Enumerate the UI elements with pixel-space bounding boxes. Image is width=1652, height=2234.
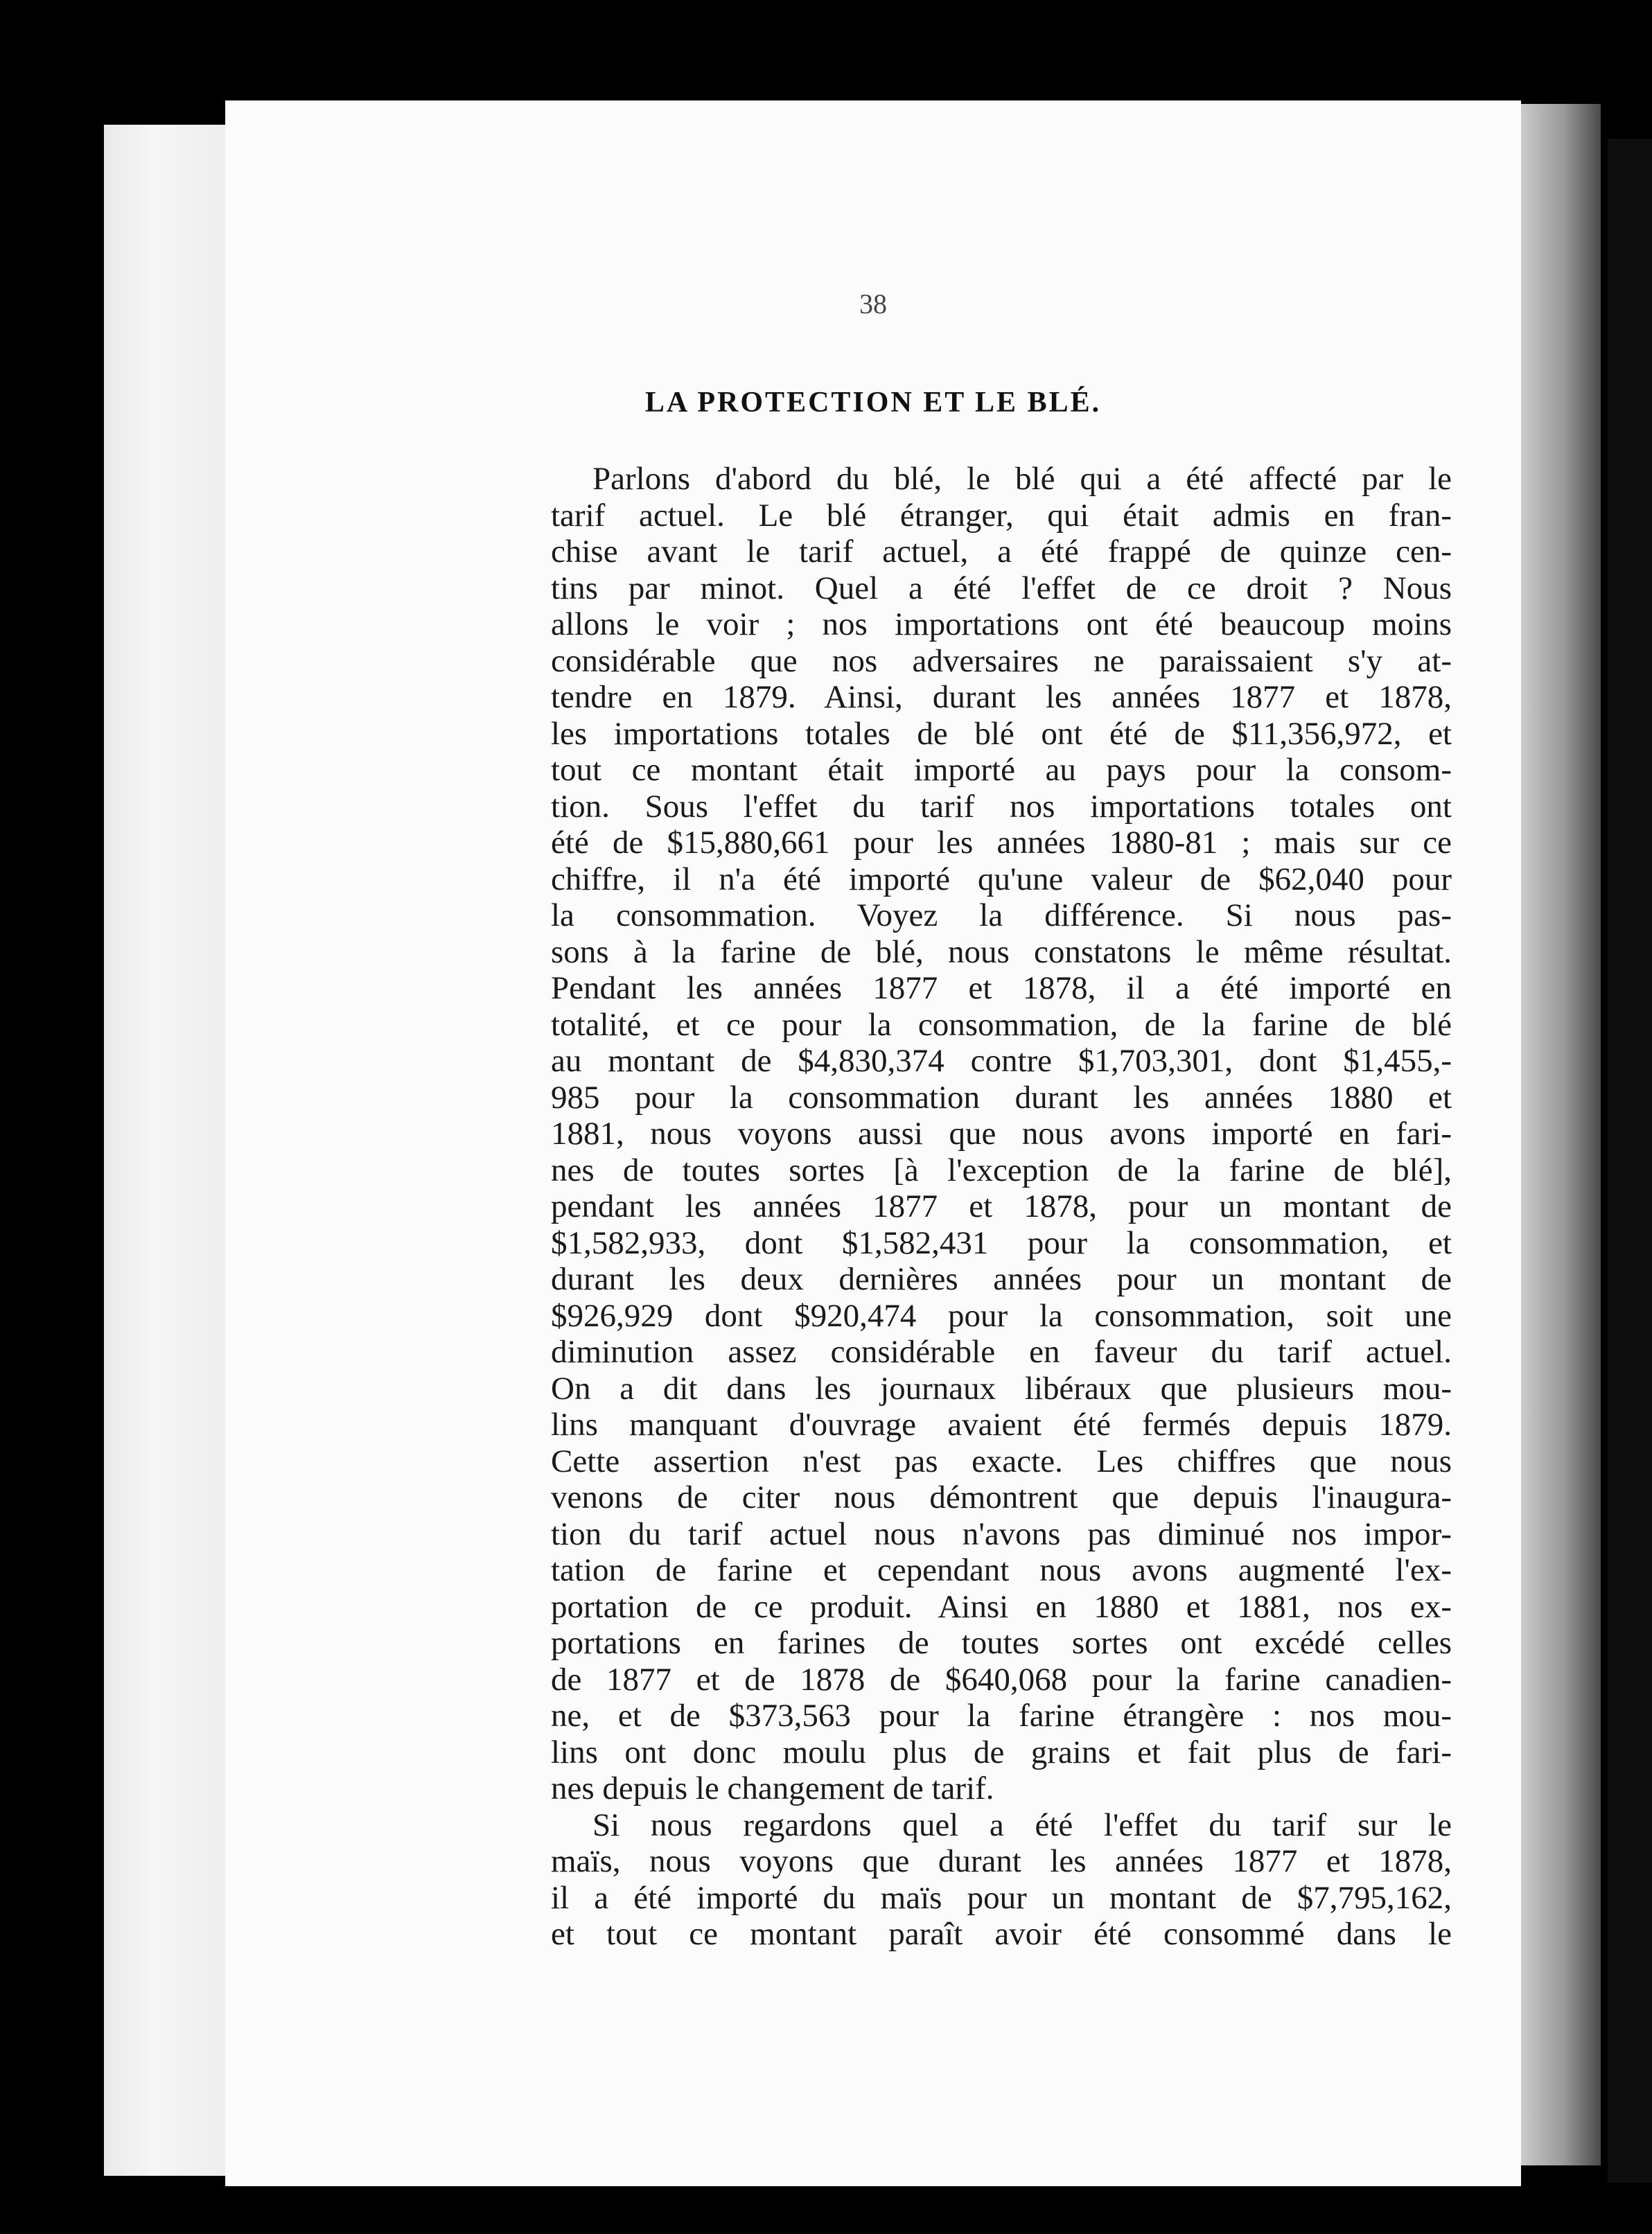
text-line: portations en farines de toutes sortes ont excédé celles: [551, 1625, 1452, 1661]
facing-page-edge: [1608, 139, 1652, 2183]
text-line: de 1877 et de 1878 de $640,068 pour la farine canadien-: [551, 1661, 1452, 1698]
text-line: Parlons d'abord du blé, le blé qui a été affecté par le: [592, 461, 1452, 497]
text-line: Pendant les années 1877 et 1878, il a été importé en: [551, 970, 1452, 1006]
text-line: On a dit dans les journaux libéraux que plusieurs mou-: [551, 1370, 1452, 1407]
body-text: [551, 461, 1452, 1953]
text-line: et tout ce montant paraît avoir été consommé dans le: [551, 1916, 1452, 1952]
text-line: diminution assez considérable en faveur du tarif actuel.: [551, 1334, 1452, 1370]
text-line: totalité, et ce pour la consommation, de la farine de blé: [551, 1006, 1452, 1043]
page-number: 38: [859, 288, 887, 319]
text-line: sons à la farine de blé, nous constatons le même résultat.: [551, 933, 1452, 970]
text-line: été de $15,880,661 pour les années 1880-81 ; mais sur ce: [551, 825, 1452, 861]
text-line: tion. Sous l'effet du tarif nos importations totales ont: [551, 788, 1452, 825]
book-page: [225, 100, 1521, 2186]
left-page-edge: [104, 125, 229, 2176]
text-line: portation de ce produit. Ainsi en 1880 et 1881, nos ex-: [551, 1588, 1452, 1625]
text-line: durant les deux dernières années pour un montant de: [551, 1261, 1452, 1297]
text-line: venons de citer nous démontrent que depuis l'inaugura-: [551, 1479, 1452, 1515]
text-line: tout ce montant était importé au pays pour la consom-: [551, 752, 1452, 788]
text-line: lins manquant d'ouvrage avaient été fermés depuis 1879.: [551, 1407, 1452, 1443]
section-heading: LA PROTECTION ET LE BLÉ.: [644, 387, 1102, 419]
page-gutter-shadow: [1518, 104, 1601, 2165]
text-line: Si nous regardons quel a été l'effet du tarif sur le: [592, 1806, 1452, 1843]
text-line: considérable que nos adversaires ne paraissaient s'y at-: [551, 642, 1452, 679]
text-line: $926,929 dont $920,474 pour la consommation, soit une: [551, 1297, 1452, 1334]
text-line: chise avant le tarif actuel, a été frappé de quinze cen-: [551, 534, 1452, 570]
text-line: tendre en 1879. Ainsi, durant les années 1877 et 1878,: [551, 679, 1452, 715]
text-line: tion du tarif actuel nous n'avons pas diminué nos impor-: [551, 1515, 1452, 1552]
text-line: pendant les années 1877 et 1878, pour un montant de: [551, 1188, 1452, 1224]
text-line: 985 pour la consommation durant les années 1880 et: [551, 1079, 1452, 1116]
text-line: 1881, nous voyons aussi que nous avons importé en fari-: [551, 1116, 1452, 1152]
text-line: au montant de $4,830,374 contre $1,703,301, dont $1,455,-: [551, 1043, 1452, 1079]
text-line: nes depuis le changement de tarif.: [551, 1770, 994, 1806]
text-line: les importations totales de blé ont été de $11,356,972, et: [551, 715, 1452, 752]
text-line: tins par minot. Quel a été l'effet de ce droit ? Nous: [551, 570, 1452, 606]
text-line: maïs, nous voyons que durant les années 1877 et 1878,: [551, 1843, 1452, 1879]
text-line: chiffre, il n'a été importé qu'une valeur de $62,040 pour: [551, 861, 1452, 897]
text-line: $1,582,933, dont $1,582,431 pour la consommation, et: [551, 1224, 1452, 1261]
text-line: allons le voir ; nos importations ont été beaucoup moins: [551, 606, 1452, 642]
text-line: la consommation. Voyez la différence. Si nous pas-: [551, 897, 1452, 933]
text-line: tarif actuel. Le blé étranger, qui était admis en fran-: [551, 497, 1452, 534]
text-line: tation de farine et cependant nous avons augmenté l'ex-: [551, 1552, 1452, 1588]
text-line: ne, et de $373,563 pour la farine étrangère : nos mou-: [551, 1698, 1452, 1734]
text-line: lins ont donc moulu plus de grains et fait plus de fari-: [551, 1734, 1452, 1770]
text-line: nes de toutes sortes [à l'exception de la farine de blé],: [551, 1152, 1452, 1188]
text-line: il a été importé du maïs pour un montant de $7,795,162,: [551, 1879, 1452, 1916]
text-line: Cette assertion n'est pas exacte. Les chiffres que nous: [551, 1443, 1452, 1479]
